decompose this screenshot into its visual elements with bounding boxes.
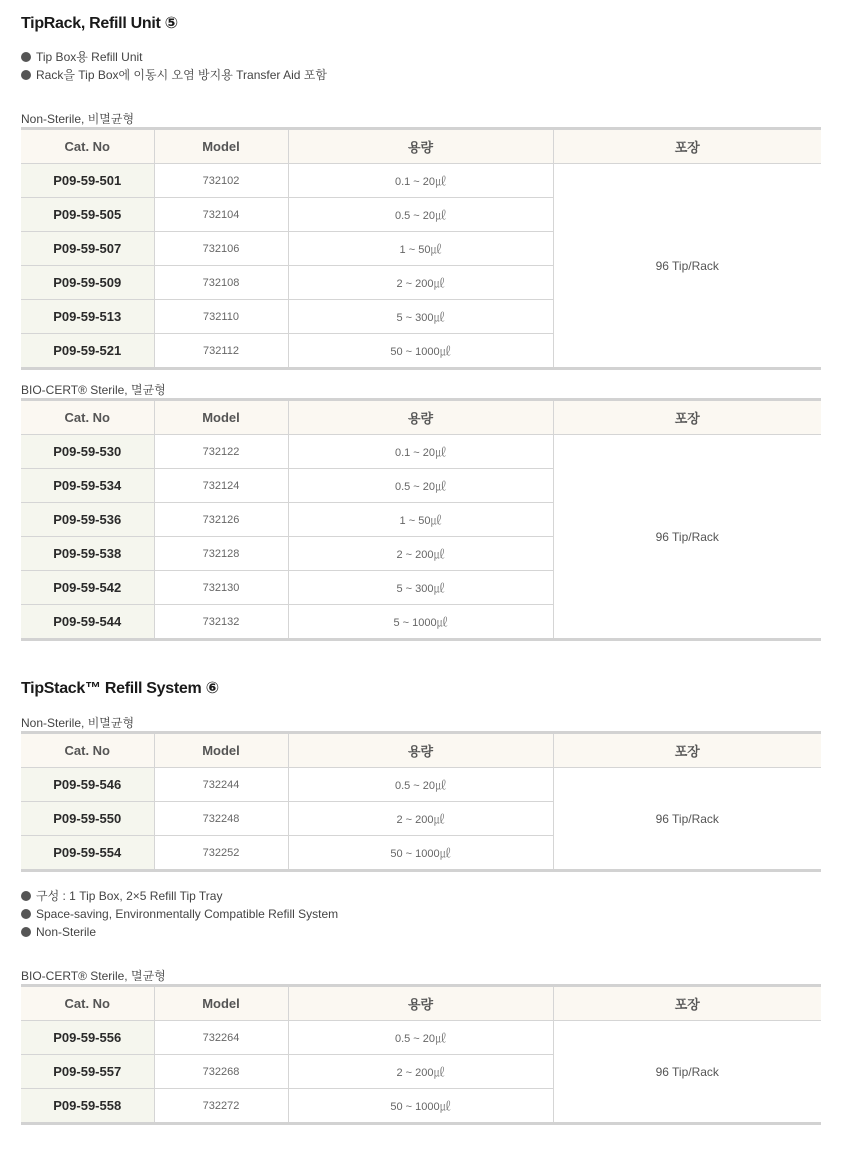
cat-no: P09-59-509 xyxy=(21,266,154,300)
bullet-dot-icon xyxy=(21,927,31,937)
cat-no: P09-59-546 xyxy=(21,768,154,802)
packaging: 96 Tip/Rack xyxy=(553,768,821,871)
volume: 0.1 ~ 20㎕ xyxy=(288,435,553,469)
volume: 5 ~ 300㎕ xyxy=(288,571,553,605)
model: 732132 xyxy=(154,605,288,640)
table-row xyxy=(21,768,821,802)
model: 732126 xyxy=(154,503,288,537)
cat-no: P09-59-554 xyxy=(21,836,154,871)
volume: 5 ~ 1000㎕ xyxy=(288,605,553,640)
volume: 50 ~ 1000㎕ xyxy=(288,334,553,369)
model: 732112 xyxy=(154,334,288,369)
table-label: BIO-CERT® Sterile, 멸균형 xyxy=(21,969,166,983)
model: 732102 xyxy=(154,164,288,198)
volume: 0.5 ~ 20㎕ xyxy=(288,469,553,503)
packaging: 96 Tip/Rack xyxy=(553,164,821,369)
volume: 2 ~ 200㎕ xyxy=(288,802,553,836)
bullet-item: Rack을 Tip Box에 이동시 오염 방지용 Transfer Aid 포함 xyxy=(21,66,327,84)
bullet-dot-icon xyxy=(21,70,31,80)
cat-no: P09-59-558 xyxy=(21,1089,154,1124)
bullet-item: Non-Sterile xyxy=(21,923,338,941)
table-label: Non-Sterile, 비멸균형 xyxy=(21,716,135,730)
volume: 0.5 ~ 20㎕ xyxy=(288,198,553,232)
cat-no: P09-59-557 xyxy=(21,1055,154,1089)
cat-no: P09-59-507 xyxy=(21,232,154,266)
section2-title: TipStack™ Refill System ⑥ xyxy=(21,680,219,697)
col-header-packaging: 포장 xyxy=(553,733,821,768)
col-header-model: Model xyxy=(154,733,288,768)
bullet-item: Space-saving, Environmentally Compatible Refill System xyxy=(21,905,338,923)
model: 732244 xyxy=(154,768,288,802)
model: 732108 xyxy=(154,266,288,300)
section2-bullets xyxy=(21,887,338,941)
packaging: 96 Tip/Rack xyxy=(553,1021,821,1124)
cat-no: P09-59-530 xyxy=(21,435,154,469)
col-header-packaging: 포장 xyxy=(553,986,821,1021)
col-header-cat: Cat. No xyxy=(21,986,154,1021)
col-header-volume: 용량 xyxy=(288,400,553,435)
model: 732130 xyxy=(154,571,288,605)
cat-no: P09-59-542 xyxy=(21,571,154,605)
volume: 2 ~ 200㎕ xyxy=(288,266,553,300)
col-header-model: Model xyxy=(154,986,288,1021)
cat-no: P09-59-521 xyxy=(21,334,154,369)
table-label: Non-Sterile, 비멸균형 xyxy=(21,112,135,126)
model: 732268 xyxy=(154,1055,288,1089)
volume: 1 ~ 50㎕ xyxy=(288,503,553,537)
cat-no: P09-59-505 xyxy=(21,198,154,232)
spec-table xyxy=(21,127,821,370)
cat-no: P09-59-550 xyxy=(21,802,154,836)
col-header-model: Model xyxy=(154,400,288,435)
model: 732110 xyxy=(154,300,288,334)
packaging: 96 Tip/Rack xyxy=(553,435,821,640)
model: 732124 xyxy=(154,469,288,503)
spec-table xyxy=(21,984,821,1125)
volume: 5 ~ 300㎕ xyxy=(288,300,553,334)
volume: 0.5 ~ 20㎕ xyxy=(288,1021,553,1055)
section1-title: TipRack, Refill Unit ⑤ xyxy=(21,15,178,32)
volume: 2 ~ 200㎕ xyxy=(288,537,553,571)
col-header-packaging: 포장 xyxy=(553,400,821,435)
bullet-item: Tip Box용 Refill Unit xyxy=(21,48,327,66)
volume: 0.5 ~ 20㎕ xyxy=(288,768,553,802)
bullet-item: 구성 : 1 Tip Box, 2×5 Refill Tip Tray xyxy=(21,887,338,905)
model: 732264 xyxy=(154,1021,288,1055)
model: 732122 xyxy=(154,435,288,469)
table-row xyxy=(21,164,821,198)
col-header-volume: 용량 xyxy=(288,733,553,768)
col-header-model: Model xyxy=(154,129,288,164)
spec-table xyxy=(21,731,821,872)
col-header-cat: Cat. No xyxy=(21,129,154,164)
model: 732252 xyxy=(154,836,288,871)
col-header-cat: Cat. No xyxy=(21,400,154,435)
cat-no: P09-59-534 xyxy=(21,469,154,503)
volume: 0.1 ~ 20㎕ xyxy=(288,164,553,198)
model: 732128 xyxy=(154,537,288,571)
model: 732106 xyxy=(154,232,288,266)
cat-no: P09-59-513 xyxy=(21,300,154,334)
model: 732248 xyxy=(154,802,288,836)
col-header-volume: 용량 xyxy=(288,986,553,1021)
cat-no: P09-59-556 xyxy=(21,1021,154,1055)
col-header-volume: 용량 xyxy=(288,129,553,164)
volume: 1 ~ 50㎕ xyxy=(288,232,553,266)
cat-no: P09-59-501 xyxy=(21,164,154,198)
table-row xyxy=(21,1021,821,1055)
volume: 2 ~ 200㎕ xyxy=(288,1055,553,1089)
bullet-dot-icon xyxy=(21,891,31,901)
cat-no: P09-59-538 xyxy=(21,537,154,571)
col-header-packaging: 포장 xyxy=(553,129,821,164)
cat-no: P09-59-544 xyxy=(21,605,154,640)
bullet-dot-icon xyxy=(21,52,31,62)
table-label: BIO-CERT® Sterile, 멸균형 xyxy=(21,383,166,397)
bullet-dot-icon xyxy=(21,909,31,919)
model: 732272 xyxy=(154,1089,288,1124)
cat-no: P09-59-536 xyxy=(21,503,154,537)
model: 732104 xyxy=(154,198,288,232)
col-header-cat: Cat. No xyxy=(21,733,154,768)
section1-bullets xyxy=(21,48,327,84)
spec-table xyxy=(21,398,821,641)
volume: 50 ~ 1000㎕ xyxy=(288,1089,553,1124)
volume: 50 ~ 1000㎕ xyxy=(288,836,553,871)
table-row xyxy=(21,435,821,469)
